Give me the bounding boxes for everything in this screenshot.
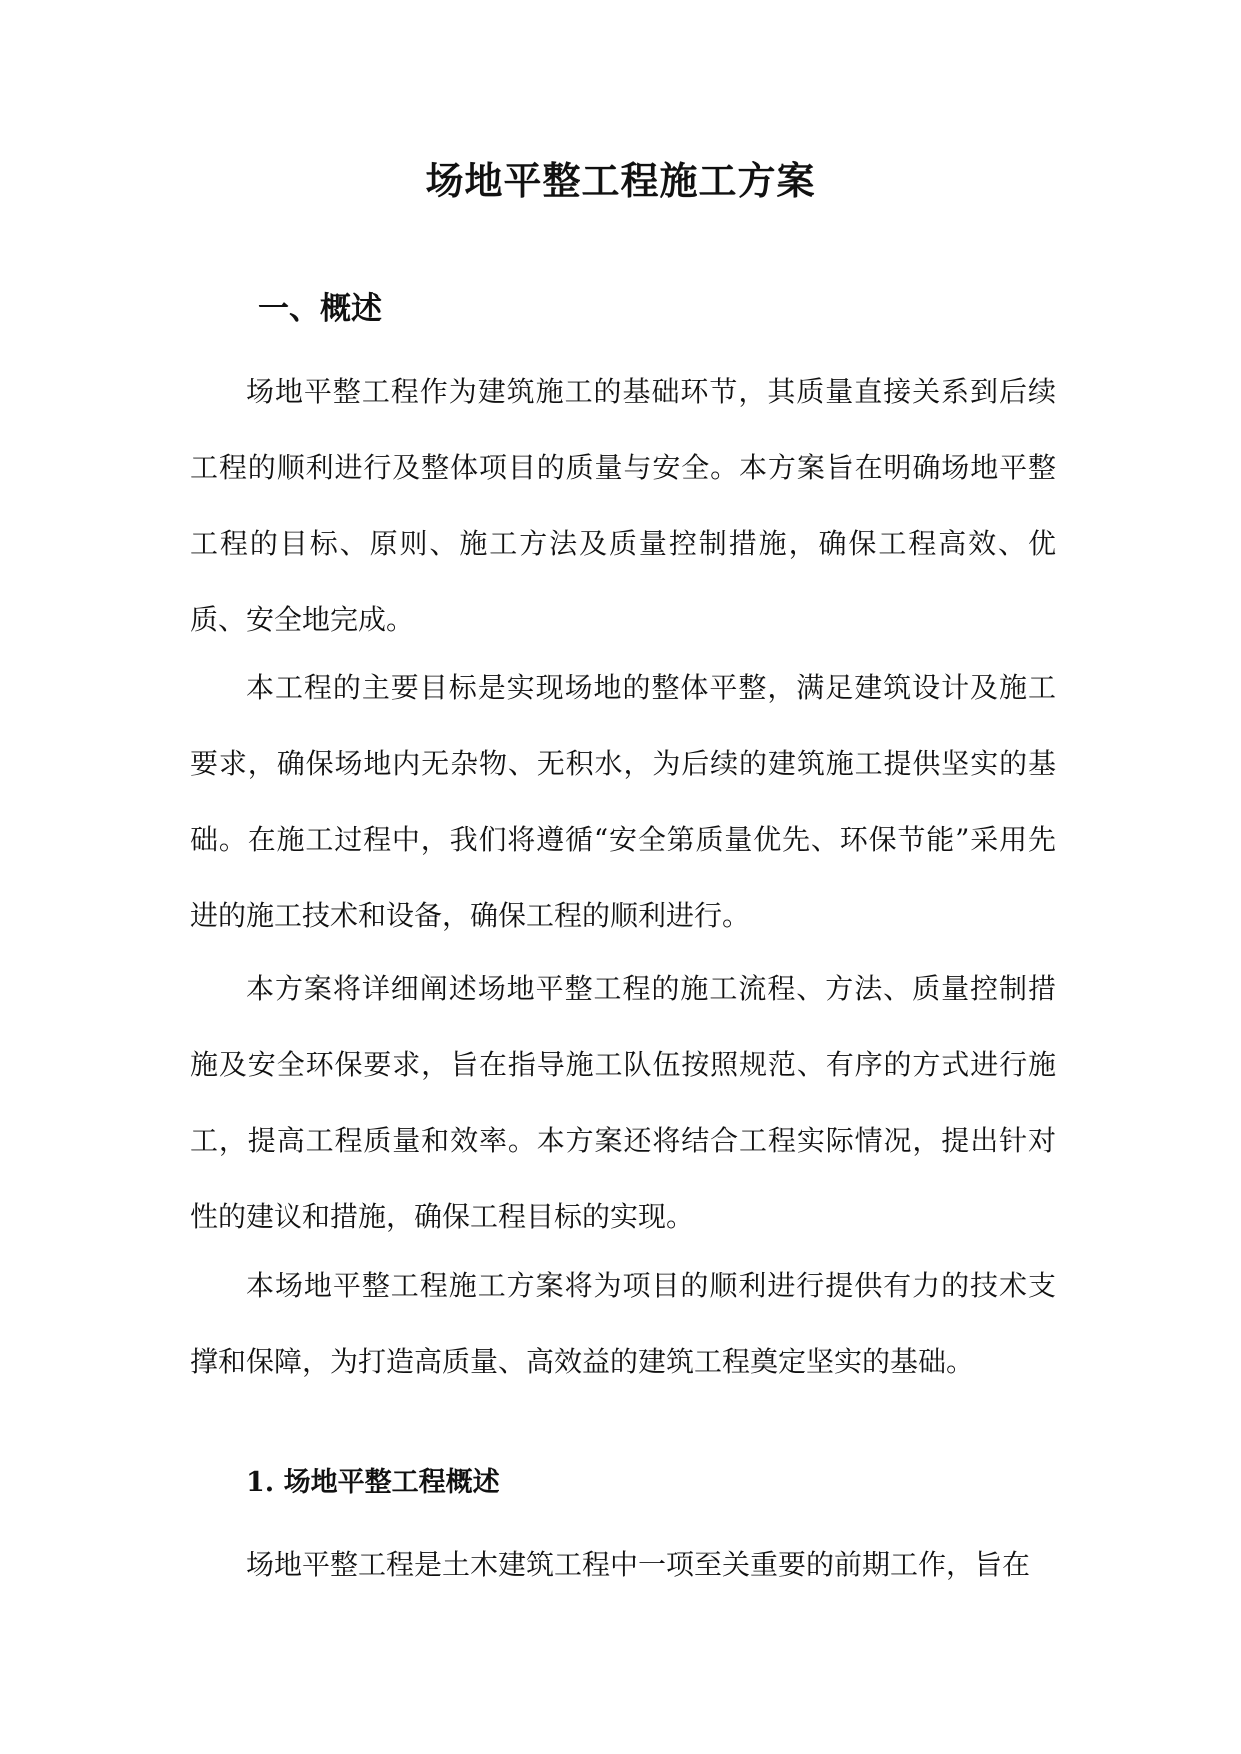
paragraph: 本工程的主要目标是实现场地的整体平整，满足建筑设计及施工要求，确保场地内无杂物、无积水，为后续的建筑施工提供坚实的基础。在施工过程中，我们将遵循“安全第质量优先、环保节能”采用先进的施工技术和设备，确保工程的顺利进行。	[190, 671, 1056, 932]
section-heading-overview: 一、概述	[258, 291, 382, 327]
document-title: 场地平整工程施工方案	[425, 158, 816, 203]
paragraph: 场地平整工程作为建筑施工的基础环节，其质量直接关系到后续工程的顺利进行及整体项目的质量与安全。本方案旨在明确场地平整工程的目标、原则、施工方法及质量控制措施，确保工程高效、优质、安全地完成。	[190, 375, 1056, 636]
subsection-heading: 1. 场地平整工程概述	[246, 1467, 500, 1498]
paragraph: 本方案将详细阐述场地平整工程的施工流程、方法、质量控制措施及安全环保要求，旨在指导施工队伍按照规范、有序的方式进行施工，提高工程质量和效率。本方案还将结合工程实际情况，提出针对性的建议和措施，确保工程目标的实现。	[190, 972, 1056, 1233]
paragraph: 场地平整工程是土木建筑工程中一项至关重要的前期工作，旨在	[246, 1548, 1031, 1581]
paragraph: 本场地平整工程施工方案将为项目的顺利进行提供有力的技术支撑和保障，为打造高质量、高效益的建筑工程奠定坚实的基础。	[190, 1269, 1056, 1378]
